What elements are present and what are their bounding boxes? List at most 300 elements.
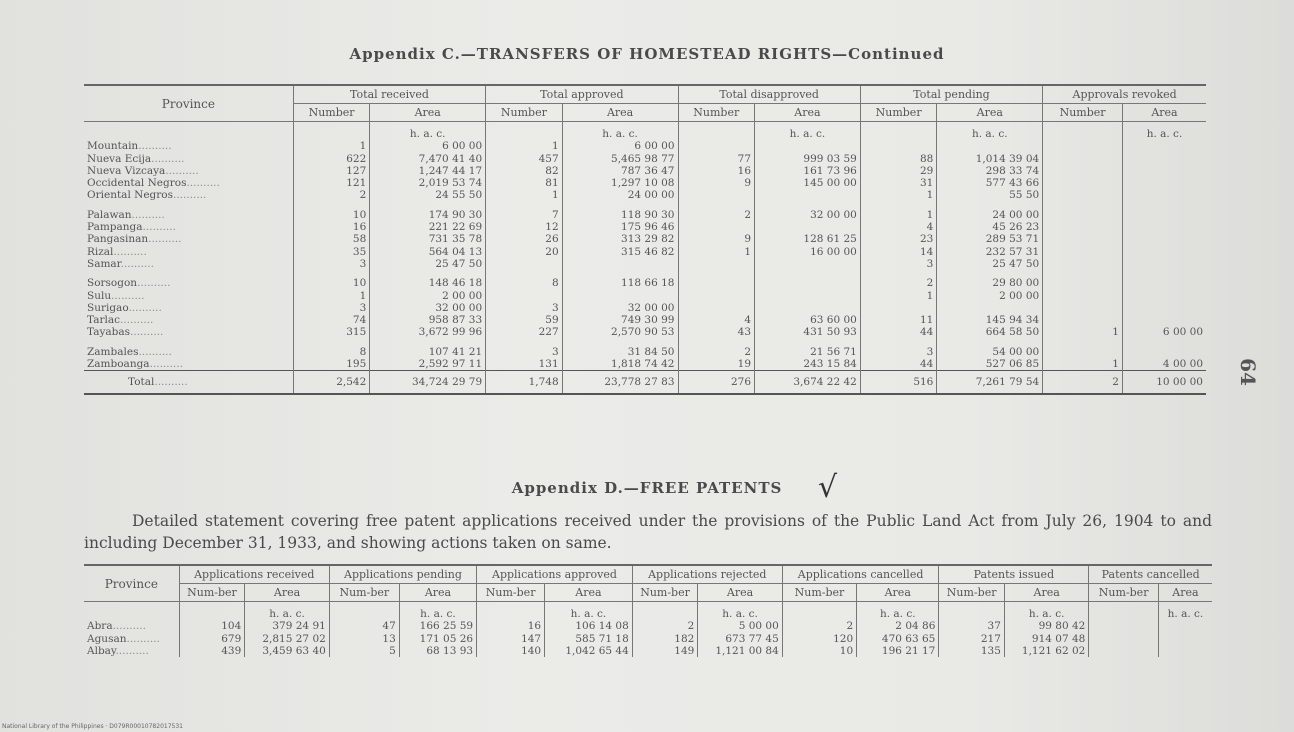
number-cell [1089, 633, 1158, 645]
table-row [84, 358, 1206, 371]
units-label: h. a. c. [937, 122, 1043, 141]
area-cell: 749 30 99 [562, 314, 678, 326]
number-cell [1043, 177, 1123, 189]
table-row [84, 302, 1206, 314]
area-cell [562, 290, 678, 302]
area-cell: 4 00 00 [1122, 358, 1206, 371]
province-name: Tayabas.......... [87, 326, 164, 339]
number-cell [678, 189, 755, 201]
number-header: Num-ber [1089, 584, 1158, 602]
area-cell: 24 00 00 [937, 209, 1043, 221]
table-row [84, 277, 1206, 289]
area-cell: 2 00 00 [937, 290, 1043, 302]
group-header: Total approved [486, 85, 678, 104]
area-cell [1122, 165, 1206, 177]
area-cell: 5,465 98 77 [562, 153, 678, 165]
number-cell [1043, 189, 1123, 201]
area-cell: 34,724 29 79 [370, 371, 486, 395]
number-cell [1089, 645, 1158, 657]
area-cell: 23,778 27 83 [562, 371, 678, 395]
number-cell: 679 [179, 633, 245, 645]
area-cell [1122, 221, 1206, 233]
number-cell: 11 [860, 314, 937, 326]
number-cell: 2 [632, 620, 698, 632]
area-cell [1122, 140, 1206, 152]
area-cell [1122, 209, 1206, 221]
province-name: Pampanga.......... [87, 221, 176, 234]
table-row [84, 290, 1206, 302]
number-cell: 131 [486, 358, 563, 371]
number-cell [678, 140, 755, 152]
area-cell: 2,815 27 02 [245, 633, 330, 645]
number-cell: 37 [939, 620, 1005, 632]
area-cell: 31 84 50 [562, 346, 678, 358]
number-cell: 44 [860, 326, 937, 338]
area-cell: 564 04 13 [370, 246, 486, 258]
number-header: Num-ber [179, 584, 245, 602]
table-row [84, 258, 1206, 270]
number-cell: 19 [678, 358, 755, 371]
area-cell: 289 53 71 [937, 233, 1043, 245]
number-cell [678, 221, 755, 233]
group-header: Applications approved [477, 565, 633, 584]
area-cell [755, 221, 861, 233]
number-cell: 1 [293, 140, 370, 152]
number-header: Num-ber [782, 584, 856, 602]
area-cell: 1,042 65 44 [545, 645, 633, 657]
number-cell: 276 [678, 371, 755, 395]
number-cell [1043, 153, 1123, 165]
number-cell [1043, 165, 1123, 177]
number-cell: 1 [860, 209, 937, 221]
units-label: h. a. c. [562, 122, 678, 141]
number-cell: 58 [293, 233, 370, 245]
area-cell: 45 26 23 [937, 221, 1043, 233]
area-header: Area [545, 584, 633, 602]
area-cell: 5 00 00 [698, 620, 782, 632]
area-cell: 2,570 90 53 [562, 326, 678, 338]
number-cell [1043, 290, 1123, 302]
province-name: Pangasinan.......... [87, 233, 182, 246]
units-label: h. a. c. [1004, 602, 1088, 621]
number-header: Num-ber [477, 584, 545, 602]
number-header: Num-ber [632, 584, 698, 602]
area-cell [1122, 302, 1206, 314]
area-cell [562, 258, 678, 270]
area-cell: 63 60 00 [755, 314, 861, 326]
number-cell: 59 [486, 314, 563, 326]
number-cell: 43 [678, 326, 755, 338]
appendix-c-title: Appendix C.—TRANSFERS OF HOMESTEAD RIGHTS—Continued [349, 45, 945, 63]
area-cell: 3,672 99 96 [370, 326, 486, 338]
area-header: Area [857, 584, 939, 602]
area-header: Area [245, 584, 330, 602]
page-number: 64 [1235, 358, 1260, 386]
units-label: h. a. c. [857, 602, 939, 621]
province-name: Albay.......... [87, 644, 149, 657]
area-cell: 2 00 00 [370, 290, 486, 302]
area-cell: 24 55 50 [370, 189, 486, 201]
area-cell: 787 36 47 [562, 165, 678, 177]
area-cell: 29 80 00 [937, 277, 1043, 289]
number-header: Number [293, 104, 370, 122]
area-cell: 196 21 17 [857, 645, 939, 657]
area-cell: 106 14 08 [545, 620, 633, 632]
number-cell: 23 [860, 233, 937, 245]
area-cell [1122, 258, 1206, 270]
number-cell: 2 [678, 346, 755, 358]
area-cell: 6 00 00 [370, 140, 486, 152]
table-row [84, 221, 1206, 233]
table-row [84, 314, 1206, 326]
number-cell: 10 [293, 277, 370, 289]
table-row [84, 165, 1206, 177]
area-cell: 1,014 39 04 [937, 153, 1043, 165]
number-cell: 120 [782, 633, 856, 645]
number-cell: 4 [678, 314, 755, 326]
province-name: Rizal.......... [87, 245, 147, 258]
area-cell: 171 05 26 [399, 633, 476, 645]
area-header: Area [937, 104, 1043, 122]
number-cell: 12 [486, 221, 563, 233]
number-header: Number [486, 104, 563, 122]
number-cell [1043, 314, 1123, 326]
area-cell: 315 46 82 [562, 246, 678, 258]
area-cell [1158, 620, 1212, 632]
number-cell: 1 [486, 140, 563, 152]
area-cell: 243 15 84 [755, 358, 861, 371]
area-cell [755, 277, 861, 289]
number-cell: 3 [860, 346, 937, 358]
group-header: Patents cancelled [1089, 565, 1212, 584]
area-cell: 6 00 00 [562, 140, 678, 152]
area-cell: 16 00 00 [755, 246, 861, 258]
area-cell: 958 87 33 [370, 314, 486, 326]
number-cell: 88 [860, 153, 937, 165]
province-name: Occidental Negros.......... [87, 177, 220, 190]
number-cell: 1,748 [486, 371, 563, 395]
province-header: Province [84, 565, 179, 602]
number-cell: 315 [293, 326, 370, 338]
number-cell: 16 [477, 620, 545, 632]
area-cell [755, 290, 861, 302]
number-cell [486, 258, 563, 270]
area-cell: 166 25 59 [399, 620, 476, 632]
area-cell: 21 56 71 [755, 346, 861, 358]
number-cell: 149 [632, 645, 698, 657]
number-cell [1043, 209, 1123, 221]
number-cell: 10 [293, 209, 370, 221]
number-cell: 3 [486, 346, 563, 358]
area-cell: 664 58 50 [937, 326, 1043, 338]
group-header: Applications pending [329, 565, 476, 584]
number-cell: 439 [179, 645, 245, 657]
units-label: h. a. c. [545, 602, 633, 621]
area-cell: 1,121 62 02 [1004, 645, 1088, 657]
appendix-c-table [84, 84, 1206, 395]
area-header: Area [1158, 584, 1212, 602]
number-cell: 104 [179, 620, 245, 632]
table-row [84, 140, 1206, 152]
area-cell: 3,674 22 42 [755, 371, 861, 395]
number-cell: 1 [1043, 326, 1123, 338]
table-row [84, 153, 1206, 165]
number-cell: 82 [486, 165, 563, 177]
number-cell [678, 290, 755, 302]
area-cell [755, 302, 861, 314]
number-cell: 516 [860, 371, 937, 395]
area-cell: 68 13 93 [399, 645, 476, 657]
number-cell: 195 [293, 358, 370, 371]
number-cell [486, 290, 563, 302]
number-cell [1043, 258, 1123, 270]
area-cell: 431 50 93 [755, 326, 861, 338]
number-cell [860, 302, 937, 314]
number-cell: 16 [293, 221, 370, 233]
number-cell: 44 [860, 358, 937, 371]
area-header: Area [698, 584, 782, 602]
area-cell: 999 03 59 [755, 153, 861, 165]
area-cell [937, 302, 1043, 314]
province-name: Nueva Vizcaya.......... [87, 164, 199, 177]
number-cell: 10 [782, 645, 856, 657]
province-name: Sulu.......... [87, 289, 145, 302]
number-cell: 2 [293, 189, 370, 201]
number-cell: 1 [678, 246, 755, 258]
province-name: Surigao.......... [87, 301, 162, 314]
province-name: Abra.......... [87, 620, 146, 633]
units-label: h. a. c. [399, 602, 476, 621]
area-header: Area [399, 584, 476, 602]
area-cell: 221 22 69 [370, 221, 486, 233]
units-row [84, 122, 1206, 141]
area-cell: 585 71 18 [545, 633, 633, 645]
number-cell [860, 140, 937, 152]
area-cell: 577 43 66 [937, 177, 1043, 189]
area-cell: 107 41 21 [370, 346, 486, 358]
number-cell [1089, 620, 1158, 632]
area-cell: 32 00 00 [755, 209, 861, 221]
area-cell: 161 73 96 [755, 165, 861, 177]
area-cell: 6 00 00 [1122, 326, 1206, 338]
province-name: Palawan.......... [87, 208, 165, 221]
area-cell: 1,818 74 42 [562, 358, 678, 371]
area-cell [937, 140, 1043, 152]
number-cell: 182 [632, 633, 698, 645]
area-cell [1122, 346, 1206, 358]
area-cell: 128 61 25 [755, 233, 861, 245]
province-name: Sorsogon.......... [87, 277, 171, 290]
number-header: Num-ber [329, 584, 399, 602]
area-cell: 32 00 00 [562, 302, 678, 314]
area-cell [755, 189, 861, 201]
number-cell: 20 [486, 246, 563, 258]
area-cell: 2,592 97 11 [370, 358, 486, 371]
province-name: Samar.......... [87, 257, 154, 270]
number-cell [678, 258, 755, 270]
area-cell [1122, 153, 1206, 165]
number-header: Number [860, 104, 937, 122]
area-cell: 99 80 42 [1004, 620, 1088, 632]
number-cell: 81 [486, 177, 563, 189]
number-cell: 2 [1043, 371, 1123, 395]
area-header: Area [562, 104, 678, 122]
number-cell: 9 [678, 177, 755, 189]
group-header: Patents issued [939, 565, 1089, 584]
number-cell: 1 [860, 189, 937, 201]
units-label: h. a. c. [370, 122, 486, 141]
table-row [84, 620, 1212, 632]
number-cell: 26 [486, 233, 563, 245]
area-cell [1122, 314, 1206, 326]
table-row [84, 371, 1206, 395]
number-cell: 217 [939, 633, 1005, 645]
number-cell: 2 [782, 620, 856, 632]
number-cell [678, 277, 755, 289]
area-cell: 118 66 18 [562, 277, 678, 289]
area-cell: 145 94 34 [937, 314, 1043, 326]
area-cell: 914 07 48 [1004, 633, 1088, 645]
area-header: Area [1122, 104, 1206, 122]
area-cell: 55 50 [937, 189, 1043, 201]
group-header: Applications rejected [632, 565, 782, 584]
number-cell: 1 [860, 290, 937, 302]
number-cell: 1 [1043, 358, 1123, 371]
number-cell: 3 [486, 302, 563, 314]
area-cell: 298 33 74 [937, 165, 1043, 177]
area-cell [1122, 233, 1206, 245]
appendix-d-description: Detailed statement covering free patent applications received under the provisions of the Public Land Act from July 26, 1904 to and including December 31, 1933, and showing actions taken on same. [84, 512, 1212, 552]
number-cell: 3 [860, 258, 937, 270]
area-cell: 10 00 00 [1122, 371, 1206, 395]
number-cell: 13 [329, 633, 399, 645]
group-header: Applications received [179, 565, 329, 584]
group-header: Total disapproved [678, 85, 860, 104]
area-cell: 24 00 00 [562, 189, 678, 201]
units-label: h. a. c. [1158, 602, 1212, 621]
area-cell: 470 63 65 [857, 633, 939, 645]
area-cell: 731 35 78 [370, 233, 486, 245]
area-cell [755, 258, 861, 270]
number-cell: 140 [477, 645, 545, 657]
number-cell [1043, 346, 1123, 358]
number-cell: 121 [293, 177, 370, 189]
number-cell: 7 [486, 209, 563, 221]
area-cell: 1,297 10 08 [562, 177, 678, 189]
number-cell: 8 [486, 277, 563, 289]
number-cell: 1 [293, 290, 370, 302]
area-cell: 1,247 44 17 [370, 165, 486, 177]
area-header: Area [1004, 584, 1088, 602]
area-cell [1122, 177, 1206, 189]
province-name: Zambales.......... [87, 345, 172, 358]
area-cell [1158, 645, 1212, 657]
area-cell: 54 00 00 [937, 346, 1043, 358]
number-cell: 8 [293, 346, 370, 358]
table-row [84, 346, 1206, 358]
group-header: Total received [293, 85, 485, 104]
area-cell: 174 90 30 [370, 209, 486, 221]
province-name: Agusan.......... [87, 632, 160, 645]
area-cell: 145 00 00 [755, 177, 861, 189]
number-cell: 9 [678, 233, 755, 245]
table-row [84, 177, 1206, 189]
number-cell: 47 [329, 620, 399, 632]
number-cell [1043, 140, 1123, 152]
units-label: h. a. c. [1122, 122, 1206, 141]
area-cell [1122, 290, 1206, 302]
area-cell: 673 77 45 [698, 633, 782, 645]
area-cell: 313 29 82 [562, 233, 678, 245]
appendix-d-table [84, 564, 1212, 657]
number-cell: 622 [293, 153, 370, 165]
table-row [84, 246, 1206, 258]
number-cell: 127 [293, 165, 370, 177]
units-label: h. a. c. [755, 122, 861, 141]
footer-credit: National Library of the Philippines · D079R00010782017531 [2, 723, 183, 730]
number-cell: 4 [860, 221, 937, 233]
number-cell [1043, 221, 1123, 233]
number-cell: 16 [678, 165, 755, 177]
number-cell: 14 [860, 246, 937, 258]
province-name: Mountain.......... [87, 140, 172, 153]
area-cell [1122, 189, 1206, 201]
table-row [84, 189, 1206, 201]
units-row [84, 602, 1212, 621]
group-header: Approvals revoked [1043, 85, 1206, 104]
table-row [84, 233, 1206, 245]
number-cell [1043, 246, 1123, 258]
number-cell [1043, 277, 1123, 289]
number-cell: 1 [486, 189, 563, 201]
table-row [84, 209, 1206, 221]
province-name: Total.......... [84, 371, 293, 395]
area-cell: 3,459 63 40 [245, 645, 330, 657]
area-cell: 32 00 00 [370, 302, 486, 314]
number-cell: 135 [939, 645, 1005, 657]
province-name: Tarlac.......... [87, 314, 154, 327]
number-cell: 227 [486, 326, 563, 338]
area-cell: 527 06 85 [937, 358, 1043, 371]
area-cell: 1,121 00 84 [698, 645, 782, 657]
area-cell [1122, 277, 1206, 289]
area-cell: 232 57 31 [937, 246, 1043, 258]
units-label: h. a. c. [698, 602, 782, 621]
number-cell [1043, 233, 1123, 245]
appendix-d-title: Appendix D.—FREE PATENTS [511, 479, 783, 497]
province-name: Oriental Negros.......... [87, 189, 207, 202]
area-cell: 25 47 50 [370, 258, 486, 270]
number-cell [678, 302, 755, 314]
number-cell [1043, 302, 1123, 314]
table-row [84, 326, 1206, 338]
number-cell: 457 [486, 153, 563, 165]
area-cell: 118 90 30 [562, 209, 678, 221]
number-cell: 3 [293, 258, 370, 270]
province-header: Province [84, 85, 293, 122]
check-mark: √ [818, 470, 838, 505]
area-cell [755, 140, 861, 152]
number-cell: 5 [329, 645, 399, 657]
table-row [84, 645, 1212, 657]
number-cell: 2 [860, 277, 937, 289]
table-row [84, 633, 1212, 645]
number-header: Number [678, 104, 755, 122]
area-cell [1158, 633, 1212, 645]
group-header: Total pending [860, 85, 1042, 104]
number-cell: 3 [293, 302, 370, 314]
province-name: Zamboanga.......... [87, 358, 183, 371]
